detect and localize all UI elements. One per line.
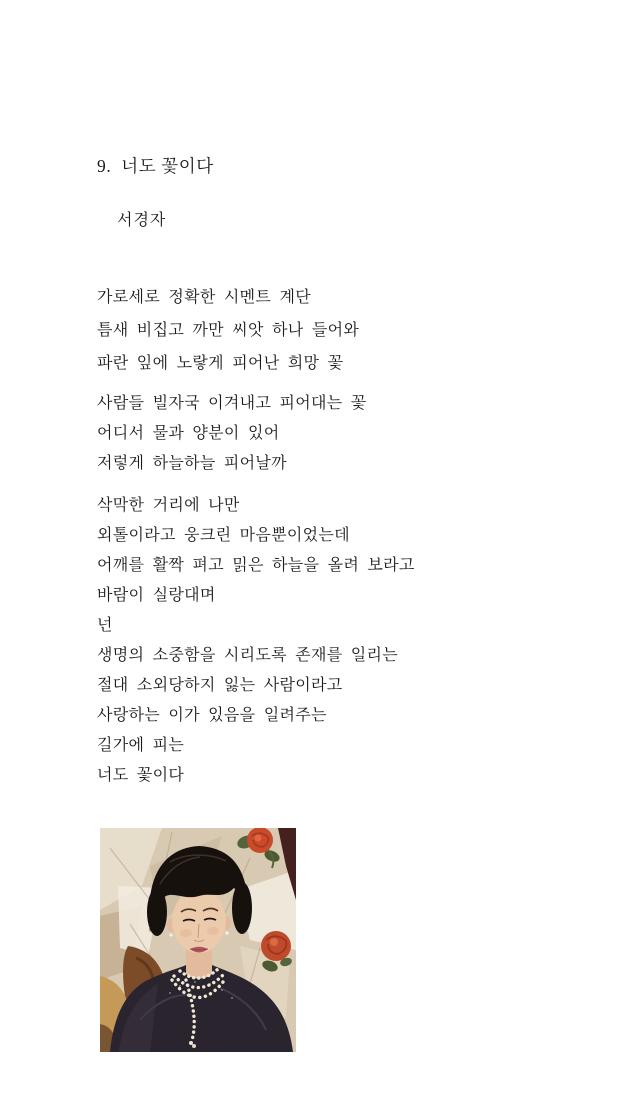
poem-line: 길가에 피는 xyxy=(97,737,185,754)
earring xyxy=(225,931,228,934)
poem-line: 생명의 소중함을 시리도록 존재를 일리는 xyxy=(97,647,399,664)
poem-line: 바람이 실랑대며 xyxy=(97,587,216,604)
poem-line: 사랑하는 이가 있음을 일려주는 xyxy=(97,707,327,724)
poem-author: 서경자 xyxy=(117,212,167,229)
poem-line: 외톨이라고 웅크린 마음뿐이었는데 xyxy=(97,527,350,544)
poem-line: 가로세로 정확한 시멘트 계단 xyxy=(97,289,311,306)
stanza-1 xyxy=(97,281,359,380)
poem-line: 파란 잎에 노랗게 피어난 희망 꽃 xyxy=(97,355,344,372)
stanza-3 xyxy=(97,491,415,791)
portrait-face xyxy=(172,889,226,953)
poem-line: 넌 xyxy=(97,617,113,634)
author-photo-illustration xyxy=(100,828,296,1052)
poem-line: 절대 소외당하지 잃는 사람이라고 xyxy=(97,677,343,694)
poem-line: 어디서 물과 양분이 있어 xyxy=(97,425,280,442)
poem-line: 틈새 비집고 까만 씨앗 하나 들어와 xyxy=(97,322,360,339)
poem-line: 저렇게 하늘하늘 피어날까 xyxy=(97,455,287,472)
poem-title: 9. 너도 꽃이다 xyxy=(97,156,214,176)
poem-line: 너도 꽃이다 xyxy=(97,767,185,784)
poem-line: 삭막한 거리에 나만 xyxy=(97,497,240,514)
author-photo xyxy=(100,828,296,1052)
earring xyxy=(169,933,172,936)
poem-line: 사람들 빌자국 이겨내고 피어대는 꽃 xyxy=(97,395,367,412)
stanza-2 xyxy=(97,389,367,479)
poem-line: 어깨를 활짝 펴고 밁은 하늘을 올려 보라고 xyxy=(97,557,415,574)
